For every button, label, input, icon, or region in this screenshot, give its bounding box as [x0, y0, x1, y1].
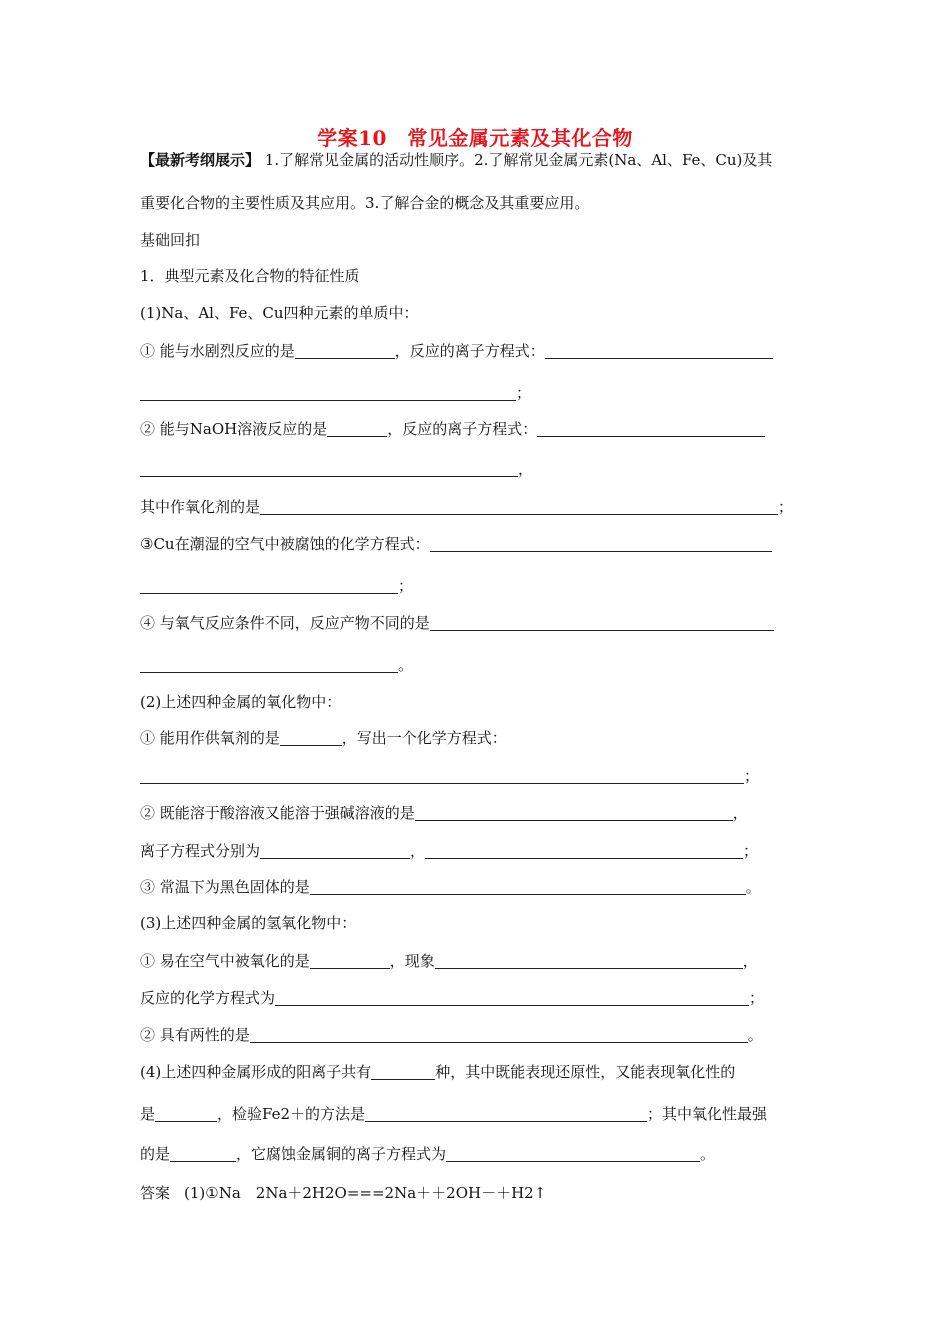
- q1-3-a-mid: ，现象: [389, 952, 435, 970]
- q1-3-b-label: ② 具有两性的是: [140, 1026, 250, 1044]
- q1-1-c: [140, 534, 772, 554]
- q1-1-c-end: ；: [398, 577, 414, 595]
- q1-1-oxidant-label: 其中作氧化剂的是: [140, 498, 261, 516]
- q1-3-b: [140, 1025, 763, 1045]
- q1-2-a: [140, 728, 507, 748]
- answer-blank[interactable]: [446, 1146, 700, 1162]
- q1-4-line-3c: 。: [700, 1145, 716, 1163]
- q1-2-intro: (2)上述四种金属的氧化物中：: [140, 693, 342, 711]
- q1-2-a-mid: ，写出一个化学方程式：: [341, 729, 507, 747]
- answer-blank[interactable]: [140, 385, 516, 401]
- q1-1-b-mid: ，反应的离子方程式：: [387, 420, 538, 438]
- q1-2-a-end: ；: [744, 767, 760, 785]
- page-title: 学案10 常见金属元素及其化合物: [317, 126, 633, 150]
- q1-1-b-label: ② 能与NaOH溶液反应的是: [140, 420, 328, 438]
- q1-2-ion-mid: ，: [410, 842, 426, 860]
- answer-blank[interactable]: [170, 1146, 236, 1162]
- q1-1-b-cont: [140, 459, 533, 479]
- answer-blank[interactable]: [140, 461, 518, 477]
- q1-title: 1．典型元素及化合物的特征性质: [140, 267, 360, 285]
- answer-blank[interactable]: [280, 730, 342, 746]
- answer-blank[interactable]: [435, 953, 743, 969]
- q1-2-b-label: ② 既能溶于酸溶液又能溶于强碱溶液的是: [140, 804, 415, 822]
- answer-line: [140, 1183, 546, 1203]
- q1-1-c-cont: [140, 576, 413, 596]
- q1-1-d-end: 。: [398, 656, 414, 674]
- q1-1-b: [140, 419, 765, 439]
- answer-text: (1)①Na 2Na＋2H2O===2Na＋＋2OH－＋H2↑: [184, 1184, 547, 1202]
- answer-blank[interactable]: [310, 953, 390, 969]
- q1-4-line-2b: ，检验Fe2＋的方法是: [217, 1105, 366, 1123]
- q1-1-d-label: ④ 与氧气反应条件不同，反应产物不同的是: [140, 614, 430, 632]
- q1-4-line-2c: ；其中氧化性最强: [647, 1105, 768, 1123]
- q1-4-line-1b: 种，其中既能表现还原性，又能表现氧化性的: [435, 1063, 736, 1081]
- q1-1-a-label: ① 能与水剧烈反应的是: [140, 342, 295, 360]
- q1-4-line-3: [140, 1144, 715, 1164]
- q1-1-b-end: ，: [518, 460, 534, 478]
- q1-1-a: [140, 341, 773, 361]
- q1-4-line-3a: 的是: [140, 1145, 171, 1163]
- section-basic: 基础回扣: [140, 231, 201, 249]
- q1-1-a-cont: [140, 383, 531, 403]
- answer-blank[interactable]: [260, 843, 410, 859]
- q1-4-line-1a: (4)上述四种金属形成的阳离子共有: [140, 1063, 372, 1081]
- q1-2-ion: [140, 841, 758, 861]
- answer-blank[interactable]: [310, 879, 746, 895]
- q1-3-eq-end: ；: [749, 989, 765, 1007]
- q1-2-ion-end: ；: [743, 842, 759, 860]
- q1-1-d-cont: [140, 655, 413, 675]
- outline-line-2: 重要化合物的主要性质及其应用。3.了解合金的概念及其重要应用。: [140, 194, 590, 212]
- q1-2-b-end: ，: [732, 804, 748, 822]
- q1-3-a-end: ，: [742, 952, 758, 970]
- q1-1-d: [140, 613, 774, 633]
- answer-blank[interactable]: [140, 578, 398, 594]
- q1-2-c-label: ③ 常温下为黑色固体的是: [140, 878, 310, 896]
- answer-blank[interactable]: [415, 805, 733, 821]
- q1-3-intro: (3)上述四种金属的氢氧化物中：: [140, 914, 357, 932]
- answer-blank[interactable]: [537, 421, 765, 437]
- answer-blank[interactable]: [295, 343, 395, 359]
- answer-blank[interactable]: [430, 615, 774, 631]
- q1-2-a-label: ① 能用作供氧剂的是: [140, 729, 280, 747]
- answer-blank[interactable]: [425, 843, 743, 859]
- q1-1-a-end: ；: [516, 384, 532, 402]
- q1-1-a-mid: ，反应的离子方程式：: [394, 342, 545, 360]
- answer-blank[interactable]: [260, 499, 778, 515]
- q1-1-oxidant: [140, 497, 793, 517]
- answer-blank[interactable]: [140, 657, 398, 673]
- answer-blank[interactable]: [140, 768, 744, 784]
- answer-blank[interactable]: [545, 343, 773, 359]
- answer-blank[interactable]: [250, 1027, 748, 1043]
- q1-4-line-2: [140, 1104, 767, 1124]
- q1-3-eq-label: 反应的化学方程式为: [140, 989, 276, 1007]
- q1-2-ion-label: 离子方程式分别为: [140, 842, 261, 860]
- q1-3-b-end: 。: [747, 1026, 763, 1044]
- q1-2-c: [140, 877, 761, 897]
- answer-blank[interactable]: [365, 1106, 647, 1122]
- q1-3-a: [140, 951, 758, 971]
- outline-text-1: 1.了解常见金属的活动性顺序。2.了解常见金属元素(Na、Al、Fe、Cu)及其: [260, 151, 773, 169]
- q1-3-a-label: ① 易在空气中被氧化的是: [140, 952, 310, 970]
- q1-1-intro: (1)Na、Al、Fe、Cu四种元素的单质中：: [140, 304, 419, 322]
- q1-4-line-2a: 是: [140, 1105, 156, 1123]
- q1-4-line-1: [140, 1062, 735, 1082]
- outline-tag: 【最新考纲展示】: [140, 151, 261, 169]
- q1-1-oxidant-end: ；: [778, 498, 794, 516]
- answer-blank[interactable]: [275, 990, 749, 1006]
- q1-2-c-end: 。: [745, 878, 761, 896]
- q1-1-c-label: ③Cu在潮湿的空气中被腐蚀的化学方程式：: [140, 535, 430, 553]
- q1-2-b: [140, 803, 748, 823]
- q1-4-line-3b: ，它腐蚀金属铜的离子方程式为: [236, 1145, 447, 1163]
- outline-line-1: [140, 150, 772, 170]
- answer-blank[interactable]: [430, 536, 772, 552]
- q1-2-a-cont: [140, 766, 759, 786]
- answer-blank[interactable]: [371, 1064, 435, 1080]
- answer-blank[interactable]: [327, 421, 387, 437]
- answer-blank[interactable]: [155, 1106, 217, 1122]
- q1-3-eq: [140, 988, 764, 1008]
- answer-label: 答案: [140, 1184, 171, 1202]
